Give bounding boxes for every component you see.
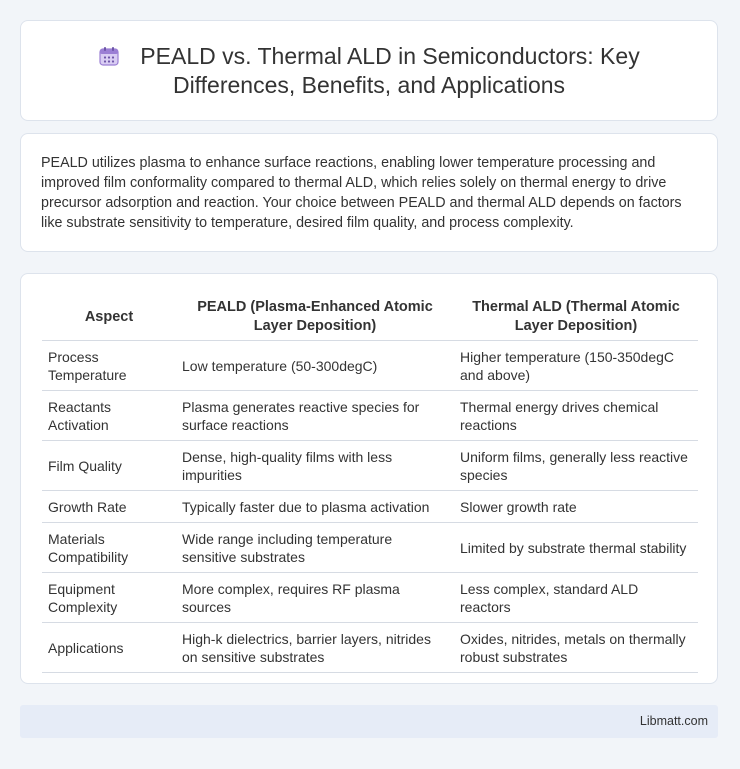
cell-peald: Low temperature (50-300degC): [176, 341, 454, 391]
footer-site-link[interactable]: Libmatt.com: [639, 714, 708, 728]
header-thermal-ald: Thermal ALD (Thermal Atomic Layer Deposition): [454, 292, 698, 341]
cell-thermal: Less complex, standard ALD reactors: [454, 573, 698, 623]
page-title-text: PEALD vs. Thermal ALD in Semiconductors: Key Differences, Benefits, and Applications: [140, 42, 640, 98]
cell-thermal: Limited by substrate thermal stability: [454, 523, 698, 573]
cell-thermal: Uniform films, generally less reactive species: [454, 441, 698, 491]
cell-aspect: Equipment Complexity: [42, 573, 176, 623]
cell-thermal: Oxides, nitrides, metals on thermally robust substrates: [454, 623, 698, 673]
cell-peald: More complex, requires RF plasma sources: [176, 573, 454, 623]
table-row: [42, 523, 698, 573]
intro-card: [20, 133, 718, 252]
header-peald: PEALD (Plasma-Enhanced Atomic Layer Deposition): [176, 292, 454, 341]
cell-peald: Wide range including temperature sensitive substrates: [176, 523, 454, 573]
intro-paragraph: PEALD utilizes plasma to enhance surface reactions, enabling lower temperature processing and improved film conformality compared to thermal ALD, which relies solely on thermal energy to drive precursor adsorption and reaction. Your choice between PEALD and thermal ALD depends on factors like substrate sensitivity to temperature, desired film quality, and process complexity.: [41, 155, 682, 231]
comparison-table: [42, 292, 698, 673]
cell-thermal: Higher temperature (150-350degC and above): [454, 341, 698, 391]
cell-aspect: Reactants Activation: [42, 391, 176, 441]
header-aspect: Aspect: [42, 292, 176, 341]
cell-peald: Typically faster due to plasma activation: [176, 491, 454, 523]
table-row: [42, 623, 698, 673]
calendar-icon: [98, 45, 120, 67]
cell-peald: Plasma generates reactive species for surface reactions: [176, 391, 454, 441]
page-title: [59, 42, 679, 100]
cell-thermal: Thermal energy drives chemical reactions: [454, 391, 698, 441]
footer: [20, 705, 718, 738]
cell-aspect: Applications: [42, 623, 176, 673]
cell-aspect: Film Quality: [42, 441, 176, 491]
table-row: [42, 391, 698, 441]
table-row: [42, 341, 698, 391]
cell-aspect: Growth Rate: [42, 491, 176, 523]
comparison-table-card: [20, 273, 718, 684]
cell-thermal: Slower growth rate: [454, 491, 698, 523]
table-row: [42, 573, 698, 623]
table-header-row: [42, 292, 698, 341]
table-row: [42, 441, 698, 491]
cell-aspect: Materials Compatibility: [42, 523, 176, 573]
cell-peald: High-k dielectrics, barrier layers, nitrides on sensitive substrates: [176, 623, 454, 673]
cell-aspect: Process Temperature: [42, 341, 176, 391]
table-row: [42, 491, 698, 523]
title-card: [20, 20, 718, 121]
cell-peald: Dense, high-quality films with less impurities: [176, 441, 454, 491]
